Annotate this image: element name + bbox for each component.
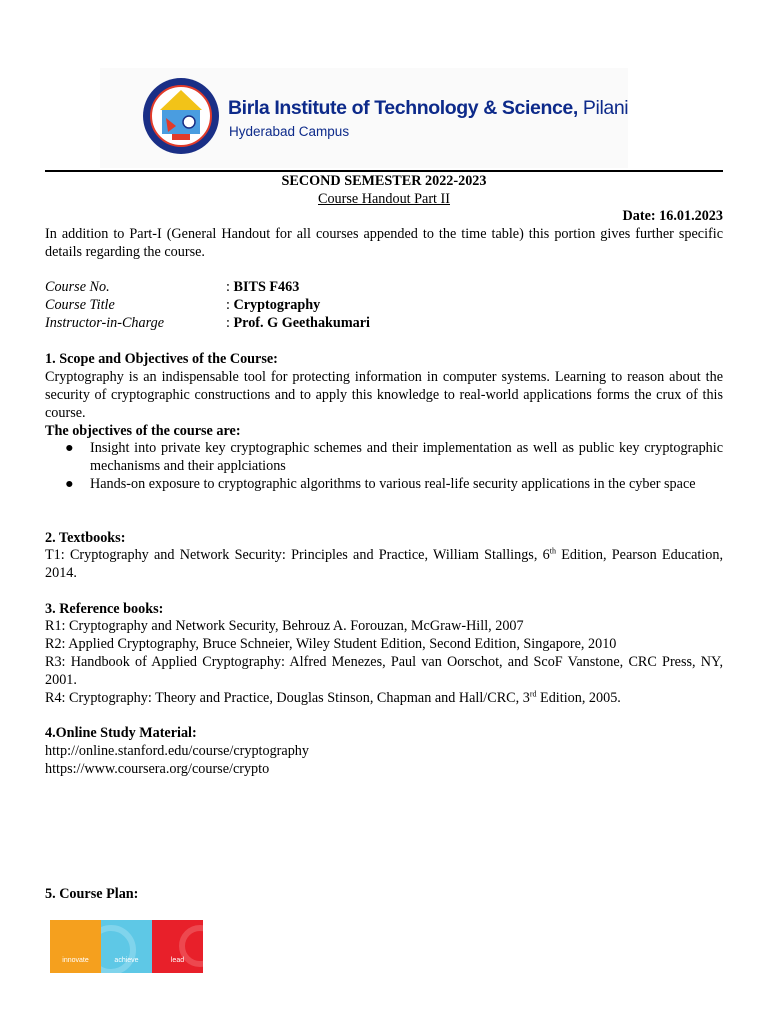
institute-name-main: Birla Institute of Technology & Science, [228, 97, 578, 119]
online-link-stanford[interactable] [45, 742, 723, 760]
objectives-list [45, 439, 723, 493]
textbook-t1-sup: th [549, 546, 556, 556]
bits-seal-icon [142, 76, 220, 158]
intro-paragraph: In addition to Part-I (General Handout for all courses appended to the time table) this portion gives further specific details regarding the course. [45, 226, 723, 260]
bullet-icon: ● [65, 440, 74, 456]
course-title-colon: : [226, 297, 234, 313]
scope-text: Cryptography is an indispensable tool for protecting information in computer systems. Learning to reason about the security of cryptographic constructions and to apply this knowledge to real-world applications forms the crux of this course. [45, 369, 723, 421]
course-number-value: BITS F463 [233, 279, 300, 295]
coursera-link[interactable]: https://www.coursera.org/course/crypto [45, 761, 270, 777]
course-title-row [45, 296, 320, 314]
objectives-heading: The objectives of the course are: [45, 423, 241, 439]
campus-name: Hyderabad Campus [229, 124, 350, 139]
reference-r1: R1: Cryptography and Network Security, Behrouz A. Forouzan, McGraw-Hill, 2007 [45, 618, 524, 634]
brand-label-achieve: achieve [114, 957, 139, 964]
course-plan-heading: 5. Course Plan: [45, 886, 139, 902]
institute-city: Pilani [582, 97, 629, 119]
reference-r3: R3: Handbook of Applied Cryptography: Alfred Menezes, Paul van Oorschot, and ScoF Vanstone, CRC Press, NY, 2001. [45, 654, 723, 688]
semester-title: SECOND SEMESTER 2022-2023 [281, 173, 487, 189]
list-item [45, 475, 723, 493]
institute-name [228, 99, 628, 117]
stanford-link[interactable]: http://online.stanford.edu/course/cryptography [45, 743, 309, 759]
references-heading: 3. Reference books: [45, 601, 164, 617]
reference-r4 [45, 689, 723, 707]
instructor-label: Instructor-in-Charge [45, 315, 164, 331]
course-number-row [45, 278, 299, 296]
reference-r2: R2: Applied Cryptography, Bruce Schneier, Wiley Student Edition, Second Edition, Singapore, 2010 [45, 636, 617, 652]
institute-header [100, 68, 628, 168]
textbook-t1-text: T1: Cryptography and Network Security: Principles and Practice, William Stallings, 6 [45, 547, 550, 563]
handout-subtitle: Course Handout Part II [318, 191, 450, 207]
instructor-value: Prof. G Geethakumari [233, 315, 370, 331]
course-title-label: Course Title [45, 297, 115, 313]
course-number-label: Course No. [45, 279, 110, 295]
objective-text: Insight into private key cryptographic schemes and their implementation as well as public key cryptographic mechanisms and their applciations [90, 440, 723, 474]
brand-strip [50, 920, 203, 973]
textbooks-heading: 2. Textbooks: [45, 530, 126, 546]
textbook-t1 [45, 546, 723, 582]
scope-heading: 1. Scope and Objectives of the Course: [45, 351, 278, 367]
brand-segment-lead [152, 920, 203, 973]
brand-label-lead: lead [170, 957, 185, 964]
list-item [45, 439, 723, 475]
brand-label-innovate: innovate [62, 957, 89, 964]
bullet-icon: ● [65, 476, 74, 492]
course-number-colon: : [226, 279, 234, 295]
reference-r4-rest: Edition, 2005. [536, 690, 621, 706]
brand-segment-achieve [101, 920, 152, 973]
instructor-row [45, 314, 370, 332]
course-title-value: Cryptography [233, 297, 321, 313]
online-link-coursera[interactable] [45, 760, 723, 778]
online-material-heading: 4.Online Study Material: [45, 725, 197, 741]
brand-segment-innovate [50, 920, 101, 973]
reference-r4-text: R4: Cryptography: Theory and Practice, Douglas Stinson, Chapman and Hall/CRC, 3 [45, 690, 530, 706]
instructor-colon: : [226, 315, 234, 331]
objective-text: Hands-on exposure to cryptographic algorithms to various real-life security applications in the cyber space [90, 476, 696, 492]
textbook-t1-rest: Edition, Pearson Education, 2014. [45, 547, 723, 581]
handout-date: Date: 16.01.2023 [622, 208, 723, 224]
reference-r4-sup: rd [529, 689, 537, 699]
